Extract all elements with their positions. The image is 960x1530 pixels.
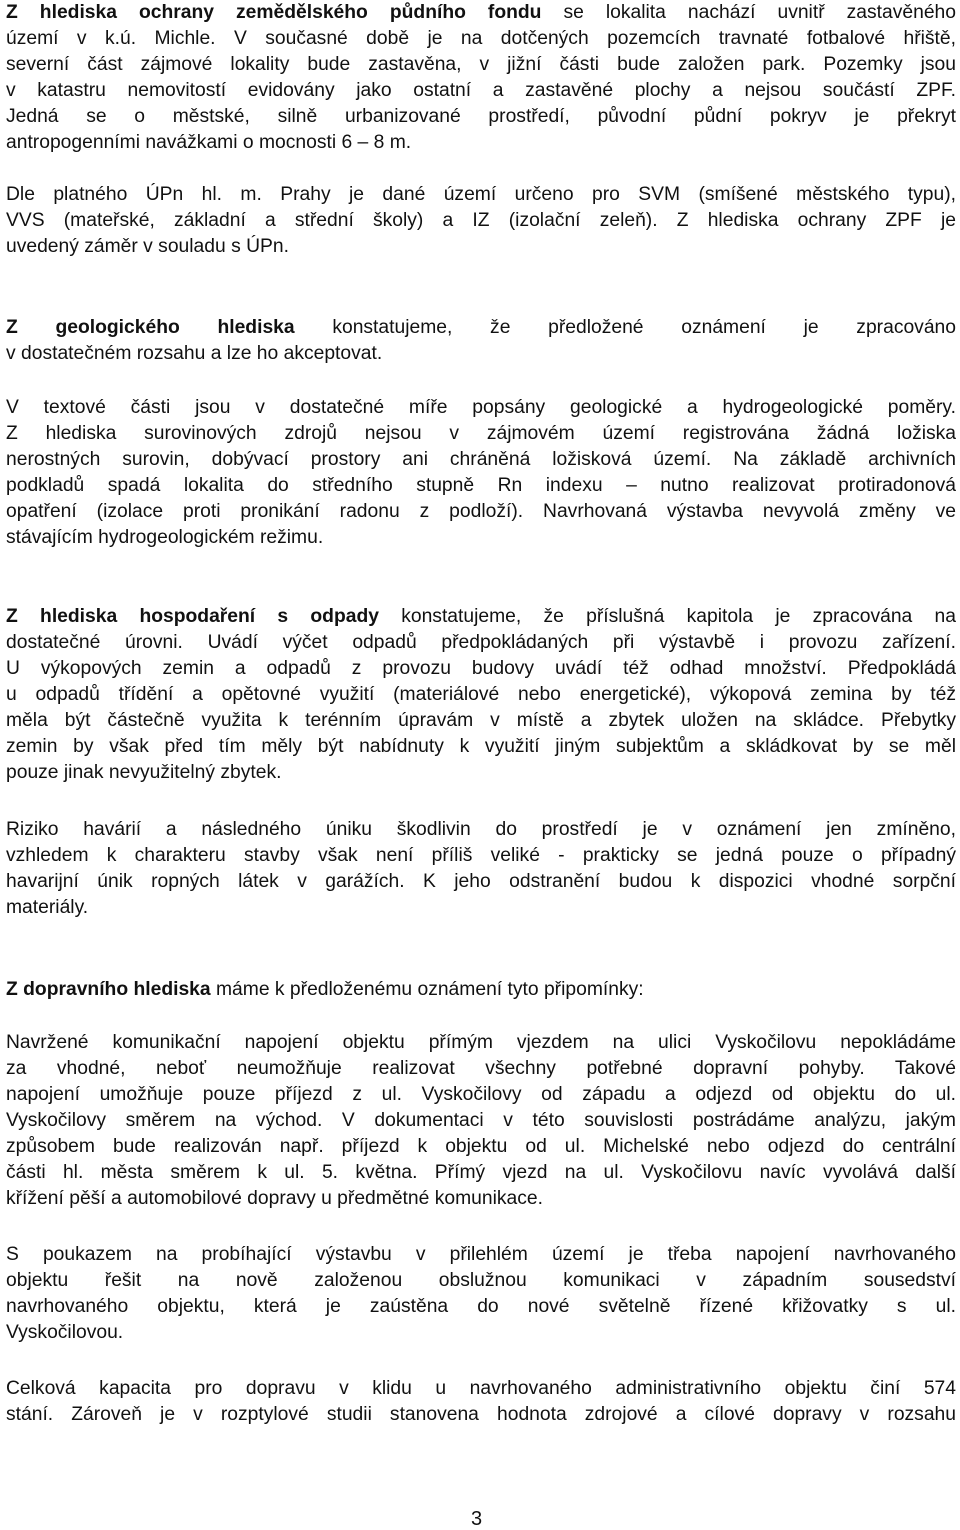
paragraph-upn <box>6 182 956 260</box>
text-line: napojení umožňuje pouze příjezd z ul. Vyskočilovy od západu a odjezd od objektu do ul. <box>6 1084 956 1105</box>
text-line: VVS (mateřské, základní a střední školy) a IZ (izolační zeleň). Z hlediska ochrany ZPF je <box>6 210 956 231</box>
text-line: území v k.ú. Michle. V současné době je na dotčených pozemcích travnaté fotbalové hřiště, <box>6 28 956 49</box>
text-line: Dle platného ÚPn hl. m. Prahy je dané území určeno pro SVM (smíšené městského typu), <box>6 184 956 205</box>
text-line: stání. Zároveň je v rozptylové studii stanovena hodnota zdrojové a cílové dopravy v rozsahu <box>6 1404 956 1425</box>
text-line <box>6 315 956 341</box>
text-line: navrhovaného objektu, která je zaústěna do nové světelně řízené křižovatky s ul. <box>6 1296 956 1317</box>
line-text: se lokalita nachází uvnitř zastavěného <box>541 2 956 23</box>
paragraph-zpf <box>6 0 956 156</box>
text-line: Z hlediska surovinových zdrojů nejsou v zájmovém území registrována žádná ložiska <box>6 423 956 444</box>
paragraph-doprava <box>6 977 956 1003</box>
text-line: severní část zájmové lokality bude zastavěna, v jižní části bude založen park. Pozemky jsou <box>6 54 956 75</box>
text-line: u odpadů třídění a opětovné využití (materiálové nebo energetické), výkopová zemina by též <box>6 684 956 705</box>
text-line: v katastru nemovitostí evidovány jako ostatní a zastavěné plochy a nejsou součástí ZPF. <box>6 80 956 101</box>
paragraph-napojeni <box>6 1030 956 1212</box>
text-line <box>6 604 956 630</box>
text-line: podkladů spadá lokalita do středního stupně Rn indexu – nutno realizovat protiradonová <box>6 475 956 496</box>
text-line: způsobem bude realizován např. příjezd k objektu od ul. Michelské nebo odjezd do centrální <box>6 1136 956 1157</box>
paragraph-geo-detail <box>6 395 956 551</box>
text-line: pouze jinak nevyužitelný zbytek. <box>6 762 282 783</box>
text-line: V textové části jsou v dostatečné míře popsány geologické a hydrogeologické poměry. <box>6 397 956 418</box>
text-line: Riziko havárií a následného úniku škodlivin do prostředí je v oznámení jen zmíněno, <box>6 819 956 840</box>
paragraph-odpady <box>6 604 956 786</box>
text-line <box>6 0 956 26</box>
text-line: v dostatečném rozsahu a lze ho akceptovat. <box>6 343 383 364</box>
text-line <box>6 977 956 1003</box>
text-line: zemin by však před tím měly být nabídnuty k využití jiným subjektům a skládkovat by se měl <box>6 736 956 757</box>
text-line: za vhodné, neboť neumožňuje realizovat všechny potřebné dopravní pohyby. Takové <box>6 1058 956 1079</box>
section-heading: Z geologického hlediska <box>6 317 295 338</box>
text-line: části hl. města směrem k ul. 5. května. Přímý vjezd na ul. Vyskočilovu navíc vyvolává další <box>6 1162 956 1183</box>
text-line: Navržené komunikační napojení objektu přímým vjezdem na ulici Vyskočilovu nepokládáme <box>6 1032 956 1053</box>
text-line: objektu řešit na nově založenou obslužnou komunikaci v západním sousedství <box>6 1270 956 1291</box>
text-line: Jedná se o městské, silně urbanizované prostředí, původní půdní pokryv je překryt <box>6 106 956 127</box>
line-text: konstatujeme, že příslušná kapitola je zpracována na <box>378 606 956 627</box>
text-line: U výkopových zemin a odpadů z provozu budovy uvádí též odhad množství. Předpokládá <box>6 658 956 679</box>
paragraph-geo <box>6 315 956 367</box>
text-line: křížení pěší a automobilové dopravy u předmětné komunikace. <box>6 1188 543 1209</box>
text-line: S poukazem na probíhající výstavbu v přilehlém území je třeba napojení navrhovaného <box>6 1244 956 1265</box>
text-line: stávajícím hydrogeologickém režimu. <box>6 527 324 548</box>
text-line: uvedený záměr v souladu s ÚPn. <box>6 236 289 257</box>
text-line: Celková kapacita pro dopravu v klidu u navrhovaného administrativního objektu činí 574 <box>6 1378 956 1399</box>
page-number: 3 <box>471 1508 483 1530</box>
paragraph-havarie <box>6 817 956 921</box>
text-line: havarijní únik ropných látek v garážích. K jeho odstranění budou k dispozici vhodné sorpční <box>6 871 956 892</box>
text-line: materiály. <box>6 897 89 918</box>
text-line: antropogenními navážkami o mocnosti 6 – 8 m. <box>6 132 412 153</box>
text-line: nerostných surovin, dobývací prostory ani chráněná ložisková území. Na základě archivních <box>6 449 956 470</box>
text-line: vzhledem k charakteru stavby však není příliš veliké - prakticky se jedná pouze o případný <box>6 845 956 866</box>
section-heading: Z hlediska hospodaření s odpady <box>6 606 379 627</box>
text-line: opatření (izolace proti pronikání radonu z podloží). Navrhovaná výstavba nevyvolá změny ve <box>6 501 956 522</box>
paragraph-vystavba <box>6 1242 956 1346</box>
line-text: konstatujeme, že předložené oznámení je zpracováno <box>294 317 956 338</box>
section-heading: Z hlediska ochrany zemědělského půdního fondu <box>6 2 542 23</box>
paragraph-kapacita <box>6 1376 956 1428</box>
line-text: máme k předloženému oznámení tyto připomínky: <box>210 979 644 1000</box>
text-line: dostatečné úrovni. Uvádí výčet odpadů předpokládaných při výstavbě i provozu zařízení. <box>6 632 956 653</box>
section-heading: Z dopravního hlediska <box>6 979 211 1000</box>
text-line: Vyskočilovy směrem na východ. V dokumentaci v této souvislosti postrádáme analýzu, jakým <box>6 1110 956 1131</box>
text-line: měla být částečně využita k terénním úpravám v místě a zbytek uložen na skládce. Přebytky <box>6 710 956 731</box>
text-line: Vyskočilovou. <box>6 1322 124 1343</box>
